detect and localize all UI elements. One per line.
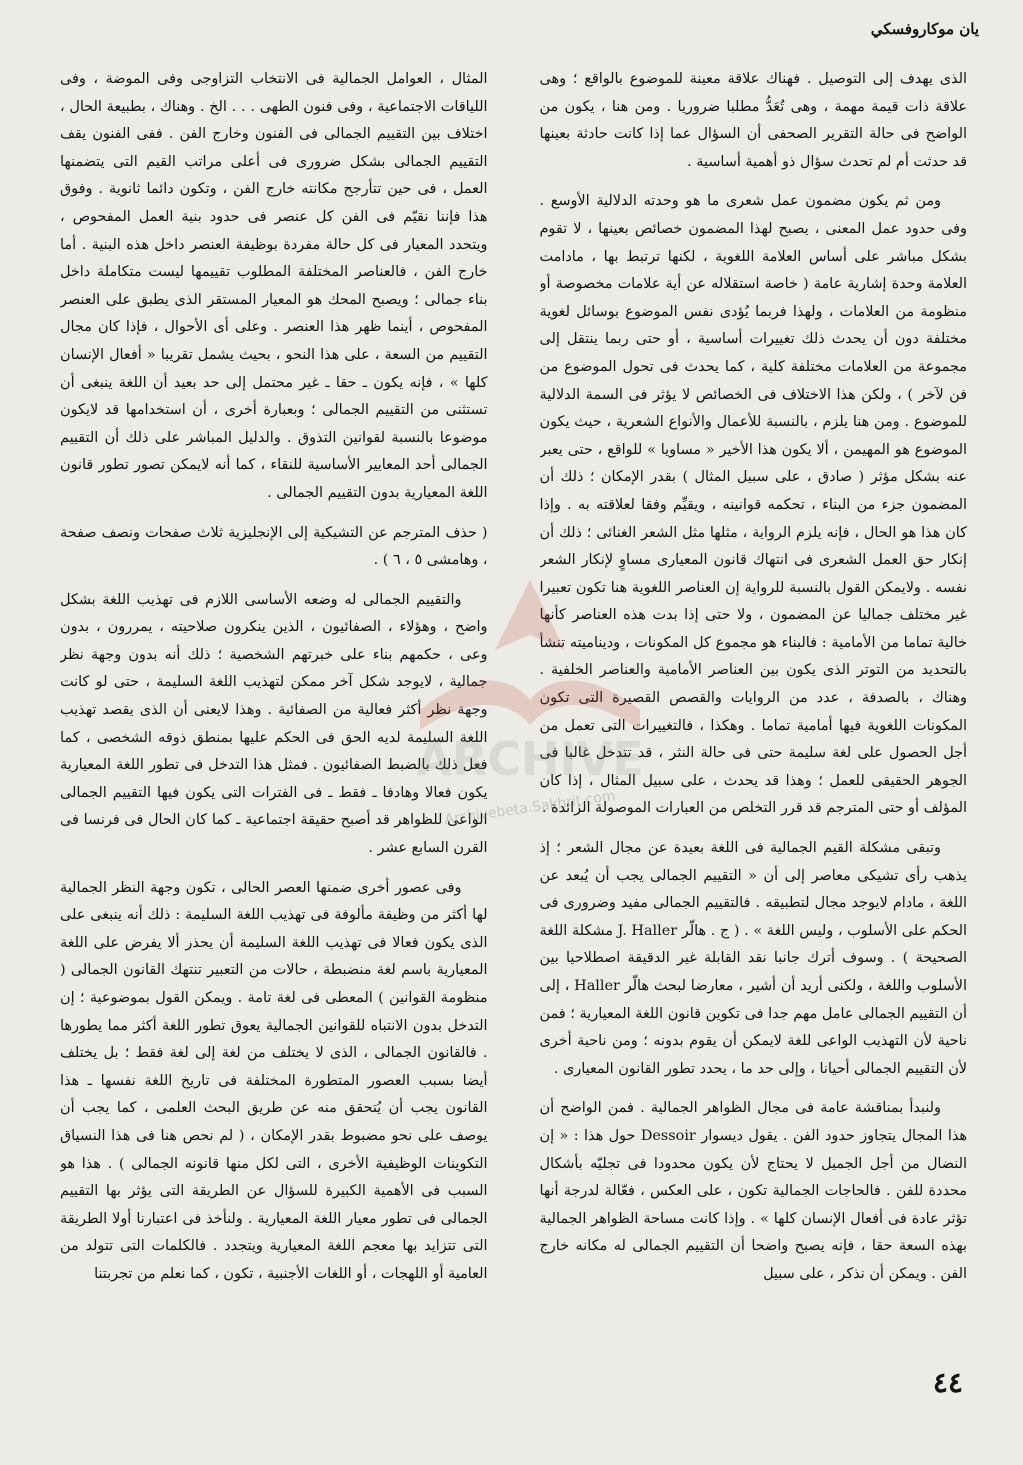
- text-columns: [60, 66, 967, 1366]
- paragraph: ومن ثم يكون مضمون عمل شعرى ما هو وحدته الدلالية الأوسع . وفى حدود عمل المعنى ، يصبح لهذا المضمون خصائص بعينها ، لا تقوم بشكل مباشر على أساس العلامة اللغوية ، لكنها ترتبط بها ، مادامت العلامة وحدة إشارية عامة ( خاصة استقلاله عن أية علامات مخصوصة أو منظومة من العلامات ، ولهذا فربما يُؤدى نفس الموضوع بوسائل لغوية مختلفة دون أن يحدث ذلك تغييرات أساسية ، أو حتى ربما ينتقل إلى مجموعة من العلامات مختلفة كلية ، كما يحدث فى تحول الموضوع من فن لآخر ) ، ولكن هذا الاختلاف فى الخصائص لا يؤثر فى السمة الدلالية للموضوع . ومن هنا يلزم ، بالنسبة للأعمال والأنواع الشعرية ، حيث يكون الموضوع هو المهيمن ، ألا يكون هذا الأخير « مساويا » للواقع ، حتى يعبر عنه بشكل مؤثر ( صادق ، على سبيل المثال ) بقدر الإمكان ؛ ذلك أن المضمون جزء من البناء ، تحكمه قوانينه ، ويقيِّم وفقا لعلاقته به . وإذا كان هذا هو الحال ، فإنه يلزم الرواية ، مثلها مثل الشعر الغنائى ؛ ذلك أن إنكار حق العمل الشعرى فى انتهاك قانون المعيارى مساوٍ لإنكار الشعر نفسه . ولايمكن القول بالنسبة للرواية إن العناصر اللغوية هنا تكون تعبيرا غير مختلف جماليا عن المضمون ، ولا حتى إذا بدت هذه العناصر كأنها خالية تماما من الأمامية : فالبناء هو مجموع كل المكونات ، وديناميته تنشأ بالتحديد من التوتر الذى يكون بين العناصر الأمامية والعناصر الخلفية . وهناك ، بالصدفة ، عدد من الروايات والقصص القصيرة التى تكون المكونات اللغوية فيها أمامية تماما . وهكذا ، فالتغييرات التى تعمل من أجل الحصول على لغة سليمة حتى فى حالة النثر ، قد تتدخل غالبا فى الجوهر الحقيقى للعمل ؛ وهذا قد يحدث ، على سبيل المثال ، إذا كان المؤلف أو حتى المترجم قد قرر التخلص من العبارات الموصولة الزائدة .: [539, 193, 967, 817]
- left-column: [60, 66, 488, 1366]
- watermark-url: Archivebeta.Sakhrit.com: [443, 788, 617, 828]
- page-number: ٤٤: [932, 1366, 963, 1399]
- svg-text:ARCHIVE: ARCHIVE: [416, 732, 644, 786]
- paragraph: وفى عصور أخرى ضمنها العصر الحالى ، تكون وجهة النظر الجمالية لها أكثر من وظيفة مألوفة فى تهذيب اللغة السليمة : ذلك أنه ينبغى على الذى يكون فعالا فى تهذيب اللغة السليمة أن يحذر ألا يفرض على اللغة المعيارية باسم لغة منضبطة ، حالات من التعبير تنتهك القانون الجمالى ( منظومة القوانين ) المعطى فى لغة تامة . ويمكن القول بموضوعية ؛ إن التدخل بدون الانتباه للقوانين الجمالية يعوق تطور اللغة أكثر مما يطورها . فالقانون الجمالى ، الذى لا يختلف من لغة إلى لغة فقط ؛ بل يختلف أيضا بسبب العصور المتطورة المختلفة فى تاريخ اللغة نفسها ـ هذا القانون يجب أن يُتحقق منه عن طريق البحث العلمى ، كما يجب أن يوصف على نحو مضبوط بقدر الإمكان ، ( لم نحص هنا فى هذا النسياق التكوينات الوظيفية الأخرى ، التى لكل منها قانونه الجمالى ) . هذا هو السبب فى الأهمية الكبيرة للسؤال عن الطريقة التى يؤثر بها التقييم الجمالى فى تطور معيار اللغة المعيارية . ولنأخذ فى اعتبارنا أولا الطريقة التى تتزايد بها معجم اللغة المعيارية ويتجدد . فالكلمات التى تتولد من العامية أو اللهجات ، أو اللغات الأجنبية ، تكون ، كما نعلم من تجربتنا: [60, 879, 488, 1282]
- paragraph: الذى يهدف إلى التوصيل . فهناك علاقة معينة للموضوع بالواقع ؛ وهى علاقة ذات قيمة مهمة ، وهى تُعَدُّ مطلبا ضروريا . ومن هنا ، يكون من الواضح فى حالة التقرير الصحفى أن السؤال عما إذا كانت حادثة بعينها قد حدثت أم لم تحدث سؤال ذو أهمية أساسية .: [539, 71, 967, 170]
- paragraph: وتبقى مشكلة القيم الجمالية فى اللغة بعيدة عن مجال الشعر ؛ إذ يذهب رأى تشيكى معاصر إلى أن « التقييم الجمالى يجب أن يُبعد عن اللغة ، مادام لايوجد مجال لتطبيقه . فالتقييم الجمالى مفيد وضرورى فى الحكم على الأسلوب ، وليس اللغة » . ( ج . هالّر J. Haller مشكلة اللغة الصحيحة ) . وسوف أترك جانبا نقد القابلة غير الدقيقة اصطلاحيا بين الأسلوب واللغة ، ولكنى أريد أن أشير ، معارضا لبحث هالّر Haller ، إلى أن التقييم الجمالى عامل مهم جدا فى تكوين قانون اللغة المعيارية ؛ فمن ناحية لأن التهذيب الواعى للغة لايمكن أن يقوم بدونه ؛ ومن ناحية أخرى لأن التقييم الجمالى أحيانا ، وإلى حد ما ، يحدد تطور القانون المعيارى .: [539, 840, 967, 1077]
- running-header: يان موكاروفسكي: [870, 20, 979, 38]
- paragraph: ولنبدأ بمناقشة عامة فى مجال الظواهر الجمالية . فمن الواضح أن هذا المجال يتجاوز حدود الفن . يقول ديسوار Dessoir حول هذا : « إن النضال من أجل الجميل لا يحتاج لأن يكون محدودا فى تجليّه بأشكال محددة للفن . فالحاجات الجمالية تكون ، على العكس ، فعّالة لدرجة أنها تؤثر عادة فى أفعال الإنسان كلها » . وإذا كانت مساحة الظواهر الجمالية بهذه السعة حقا ، فإنه يصبح واضحا أن التقييم الجمالى له مكانه خارج الفن . ويمكن أن نذكر ، على سبيل: [539, 1100, 967, 1282]
- right-column: [540, 66, 968, 1366]
- paragraph: المثال ، العوامل الجمالية فى الانتخاب التزاوجى وفى الموضة ، وفى اللياقات الاجتماعية ، وفى فنون الطهى . . . الخ . وهناك ، بطبيعة الحال ، اختلاف بين التقييم الجمالى فى الفنون وخارج الفن . ففى الفنون يقف التقييم الجمالى بشكل ضرورى فى أعلى مراتب القيم التى يتضمنها العمل ، فى حين تتأرجح مكانته خارج الفن ، وتكون دائما ثانوية . وفوق هذا فإننا نقيّم فى الفن كل عنصر فى حدود بنية العمل المفحوص ، ويتحدد المعيار فى كل حالة مفردة بوظيفة العنصر داخل هذه البنية . أما خارج الفن ، فالعناصر المختلفة المطلوب تقييمها ليست متكاملة داخل بناء جمالى ؛ ويصبح المحك هو المعيار المستقر الذى يطبق على العنصر المفحوص ، أينما ظهر هذا العنصر . وعلى أى الأحوال ، فإذا كان مجال التقييم من السعة ، على هذا النحو ، بحيث يشمل تقريبا « أفعال الإنسان كلها » ، فإنه يكون ـ حقا ـ غير محتمل إلى حد بعيد أن اللغة ينبغى أن تستثنى من التقييم الجمالى ؛ وبعبارة أخرى ، أن استخدامها قد لايكون موضوعا بالنسبة لقوانين التذوق . والدليل المباشر على ذلك أن التقييم الجمالى أحد المعايير الأساسية للنقاء ، كما أنه لايمكن تصور تطور قانون اللغة المعيارية بدون التقييم الجمالى .: [60, 71, 488, 501]
- translator-note: ( حذف المترجم عن التشيكية إلى الإنجليزية ثلاث صفحات ونصف صفحة ، وهامشى ٥ ، ٦ ) .: [60, 524, 488, 569]
- paragraph: والتقييم الجمالى له وضعه الأساسى اللازم فى تهذيب اللغة بشكل واضح ، وهؤلاء ، الصفائيون ، الذين ينكرون صلاحيته ، يمررون ، بدون وعى ، حكمهم بناء على خبرتهم الشخصية ؛ ذلك أنه بدون وجهة نظر جمالية ، لايوجد شكل آخر ممكن لتهذيب اللغة السليمة ، حتى لو كانت وجهة نظر أكثر فعالية من الصفائية . وهذا لايعنى أن الذى يقصد تهذيب اللغة السليمة لديه الحق فى الحكم عليها بمنطق ذوقه الشخصى ، كما فعل ذلك بالضبط الصفائيون . فمثل هذا التدخل فى تطور اللغة المعيارية يكون فعالا وهادفا ـ فقط ـ فى الفترات التى يكون فيها التقييم الجمالى الواعى للظواهر قد أصبح حقيقة اجتماعية ـ كما كان الحال فى فرنسا فى القرن السابع عشر .: [60, 591, 488, 857]
